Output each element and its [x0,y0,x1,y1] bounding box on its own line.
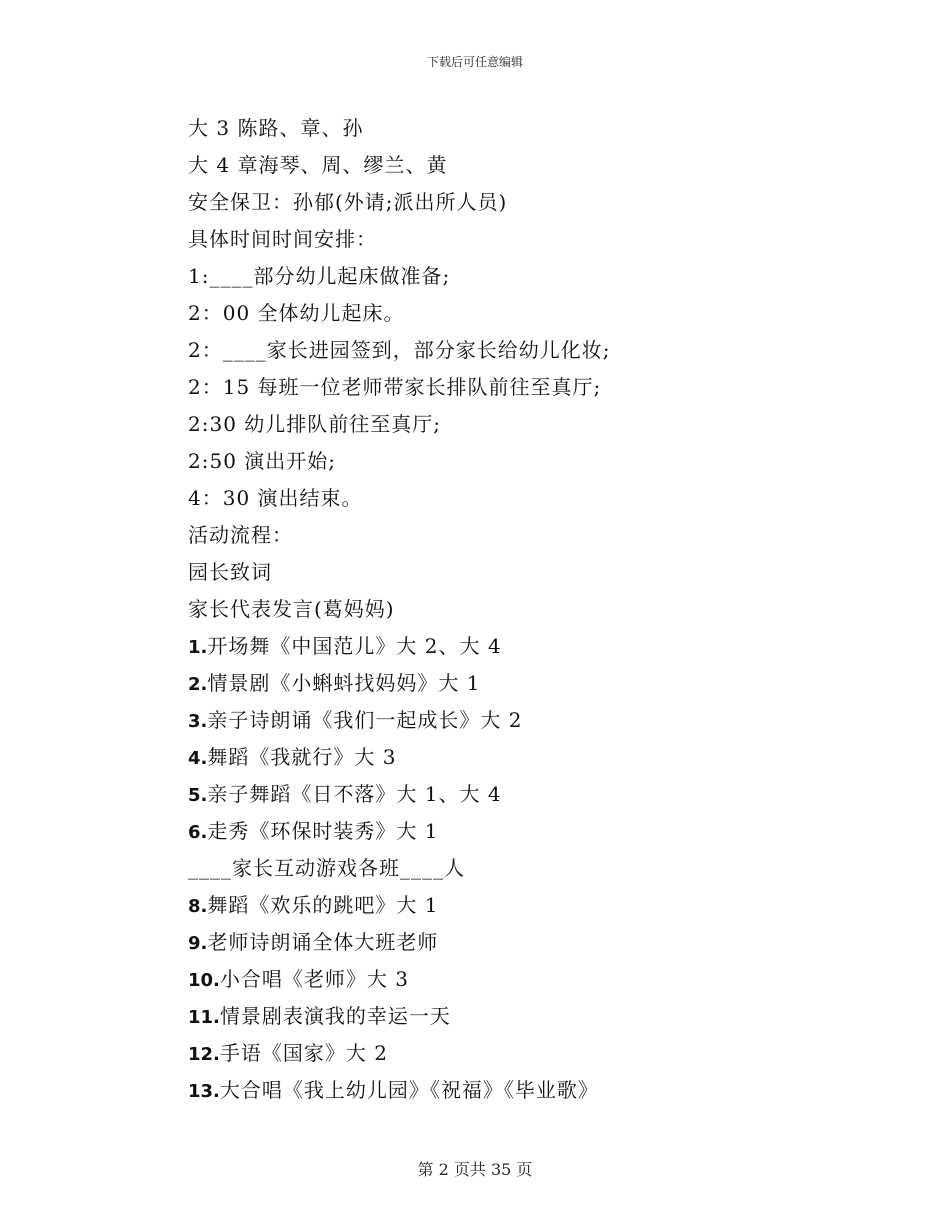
page-header: 下载后可任意编辑 [426,55,523,69]
item-number: 12. [188,1044,220,1065]
line-text: 2:50 演出开始; [188,449,337,473]
document-body [188,110,888,1109]
line-text: 家长代表发言(葛妈妈) [188,597,395,621]
item-text: 亲子诗朗诵《我们一起成长》大 2 [207,708,523,732]
program-item [188,924,888,961]
page-footer: 第 2 页共 35 页 [417,1160,533,1179]
line-text: 具体时间时间安排： [188,227,377,251]
item-text: 舞蹈《我就行》大 3 [207,745,397,769]
program-item [188,813,888,850]
program-item [188,1072,888,1109]
program-item [188,887,888,924]
line-text: 4：30 演出结束。 [188,486,363,510]
text-line [188,369,888,406]
text-line [188,184,888,221]
line-text: 大 3 陈路、章、孙 [188,116,364,140]
text-line [188,850,888,887]
item-text: 开场舞《中国范儿》大 2、大 4 [207,634,502,658]
item-text: 情景剧《小蝌蚪找妈妈》大 1 [207,671,481,695]
item-number: 4. [188,748,208,769]
item-number: 1. [188,637,208,658]
item-number: 6. [188,822,208,843]
line-text: 2：15 每班一位老师带家长排队前往至真厅; [188,375,602,399]
item-number: 9. [188,933,208,954]
program-item [188,702,888,739]
line-text: 2:30 幼儿排队前往至真厅; [188,412,442,436]
item-number: 2. [188,674,208,695]
text-line [188,221,888,258]
text-line [188,517,888,554]
item-text: 手语《国家》大 2 [219,1041,388,1065]
item-number: 3. [188,711,208,732]
text-line [188,332,888,369]
item-number: 11. [188,1007,220,1028]
program-item [188,961,888,998]
text-line [188,295,888,332]
program-item [188,628,888,665]
item-number: 5. [188,785,208,806]
line-text: 活动流程： [188,523,293,547]
line-text: 园长致词 [188,560,272,584]
item-number: 8. [188,896,208,917]
item-text: 亲子舞蹈《日不落》大 1、大 4 [207,782,502,806]
text-line [188,147,888,184]
text-line [188,554,888,591]
program-item [188,776,888,813]
item-number: 10. [188,970,220,991]
item-text: 小合唱《老师》大 3 [219,967,409,991]
item-number: 13. [188,1081,220,1102]
item-text: 走秀《环保时装秀》大 1 [207,819,439,843]
text-line [188,110,888,147]
program-item [188,665,888,702]
text-line [188,480,888,517]
item-text: 舞蹈《欢乐的跳吧》大 1 [207,893,439,917]
item-text: 大合唱《我上幼儿园》《祝福》《毕业歌》 [219,1078,599,1102]
line-text: 安全保卫：孙郁(外请;派出所人员) [188,190,508,214]
line-text: 2：____家长进园签到，部分家长给幼儿化妆; [188,338,611,362]
program-item [188,739,888,776]
line-text: ____家长互动游戏各班____人 [188,856,465,880]
line-text: 1:____部分幼儿起床做准备; [188,264,451,288]
line-text: 大 4 章海琴、周、缪兰、黄 [188,153,448,177]
text-line [188,443,888,480]
program-item [188,998,888,1035]
program-item [188,1035,888,1072]
text-line [188,406,888,443]
item-text: 老师诗朗诵全体大班老师 [207,930,439,954]
item-text: 情景剧表演我的幸运一天 [219,1004,451,1028]
text-line [188,258,888,295]
line-text: 2：00 全体幼儿起床。 [188,301,405,325]
text-line [188,591,888,628]
